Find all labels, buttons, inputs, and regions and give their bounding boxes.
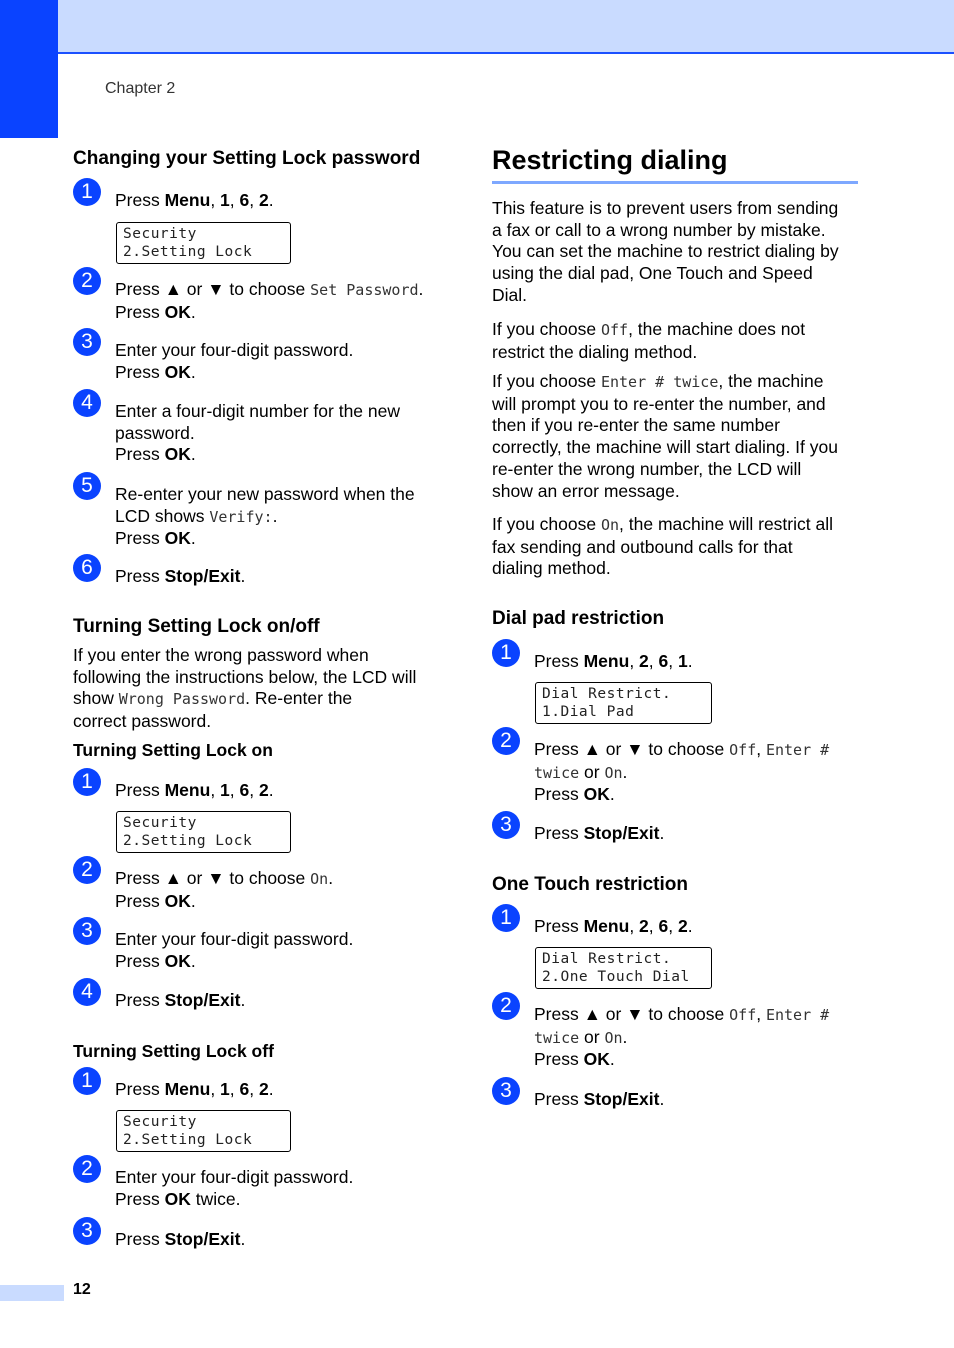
step-number-2: 2 (73, 856, 101, 884)
subheading-lock-on: Turning Setting Lock on (73, 740, 273, 760)
step-number-3: 3 (492, 1077, 520, 1105)
enter-twice-paragraph: If you choose Enter # twice, the machine will prompt you to re-enter the number, and then if you re-enter the same number correctly, the machine will start dialing. If you re-enter the wrong number, the LCD will show an error message. (492, 371, 838, 501)
page-title: Restricting dialing (492, 145, 858, 184)
step-number-2: 2 (492, 992, 520, 1020)
intro-paragraph: This feature is to prevent users from sending a fax or call to a wrong number by mistake. You can set the machine to restrict dialing by using the dial pad, One Touch and Speed Dial. (492, 198, 839, 305)
step-number-3: 3 (492, 811, 520, 839)
step-number-3: 3 (73, 1217, 101, 1245)
lcd-display: Dial Restrict. 2.One Touch Dial (535, 947, 712, 989)
on-step-1: 1 Press Menu, 1, 6, 2. (73, 780, 448, 802)
section-heading-onoff: Turning Setting Lock on/off (73, 616, 320, 637)
on-step-2: 2 Press ▲ or ▼ to choose On. Press OK. (73, 868, 448, 912)
step-number-2: 2 (73, 1155, 101, 1183)
section-heading-one-touch: One Touch restriction (492, 874, 689, 895)
step-number-1: 1 (73, 768, 101, 796)
chapter-label: Chapter 2 (105, 80, 176, 97)
step-1: 1 Press Menu, 1, 6, 2. (73, 190, 448, 212)
off-step-1: 1 Press Menu, 1, 6, 2. (73, 1079, 448, 1101)
step-6: 6 Press Stop/Exit. (73, 566, 448, 588)
step-2: 2 Press ▲ or ▼ to choose Set Password. Press OK. (73, 279, 448, 323)
step-number-1: 1 (492, 904, 520, 932)
step-number-5: 5 (73, 472, 101, 500)
off-step-3: 3 Press Stop/Exit. (73, 1229, 448, 1251)
on-paragraph: If you choose On, the machine will restrict all fax sending and outbound calls for that dialing method. (492, 514, 833, 579)
ot-step-3: 3 Press Stop/Exit. (492, 1089, 858, 1111)
subheading-lock-off: Turning Setting Lock off (73, 1041, 274, 1061)
step-number-3: 3 (73, 917, 101, 945)
on-step-4: 4 Press Stop/Exit. (73, 990, 448, 1012)
dial-step-1: 1 Press Menu, 2, 6, 1. (492, 651, 858, 673)
step-number-4: 4 (73, 978, 101, 1006)
lcd-display: Security 2.Setting Lock (116, 811, 291, 853)
dial-step-3: 3 Press Stop/Exit. (492, 823, 858, 845)
on-step-3: 3 Enter your four-digit password. Press OK. (73, 929, 448, 972)
step-3: 3 Enter your four-digit password. Press OK. (73, 340, 448, 383)
step-number-1: 1 (73, 1067, 101, 1095)
ot-step-1: 1 Press Menu, 2, 6, 2. (492, 916, 858, 938)
onoff-paragraph: If you enter the wrong password when following the instructions below, the LCD will show Wrong Password. Re-enter the correct password. (73, 645, 417, 732)
step-number-2: 2 (73, 267, 101, 295)
section-heading-dial-pad: Dial pad restriction (492, 608, 665, 629)
lcd-display: Dial Restrict. 1.Dial Pad (535, 682, 712, 724)
off-paragraph: If you choose Off, the machine does not restrict the dialing method. (492, 319, 806, 362)
footer-bar (0, 1285, 64, 1301)
step-5: 5 Re-enter your new password when the LCD shows Verify:. Press OK. (73, 484, 448, 550)
off-step-2: 2 Enter your four-digit password. Press OK twice. (73, 1167, 448, 1210)
step-number-6: 6 (73, 554, 101, 582)
ot-step-2: 2 Press ▲ or ▼ to choose Off, Enter # twice or On. Press OK. (492, 1004, 858, 1071)
step-number-4: 4 (73, 389, 101, 417)
step-number-2: 2 (492, 727, 520, 755)
step-4: 4 Enter a four-digit number for the new password. Press OK. (73, 401, 448, 466)
page-number: 12 (73, 1281, 91, 1298)
step-number-1: 1 (492, 639, 520, 667)
section-heading-change-password: Changing your Setting Lock password (73, 148, 421, 169)
chapter-tab (0, 0, 58, 138)
lcd-display: Security 2.Setting Lock (116, 222, 291, 264)
dial-step-2: 2 Press ▲ or ▼ to choose Off, Enter # twice or On. Press OK. (492, 739, 858, 806)
step-number-1: 1 (73, 178, 101, 206)
step-number-3: 3 (73, 328, 101, 356)
header-bar (0, 0, 954, 54)
lcd-display: Security 2.Setting Lock (116, 1110, 291, 1152)
